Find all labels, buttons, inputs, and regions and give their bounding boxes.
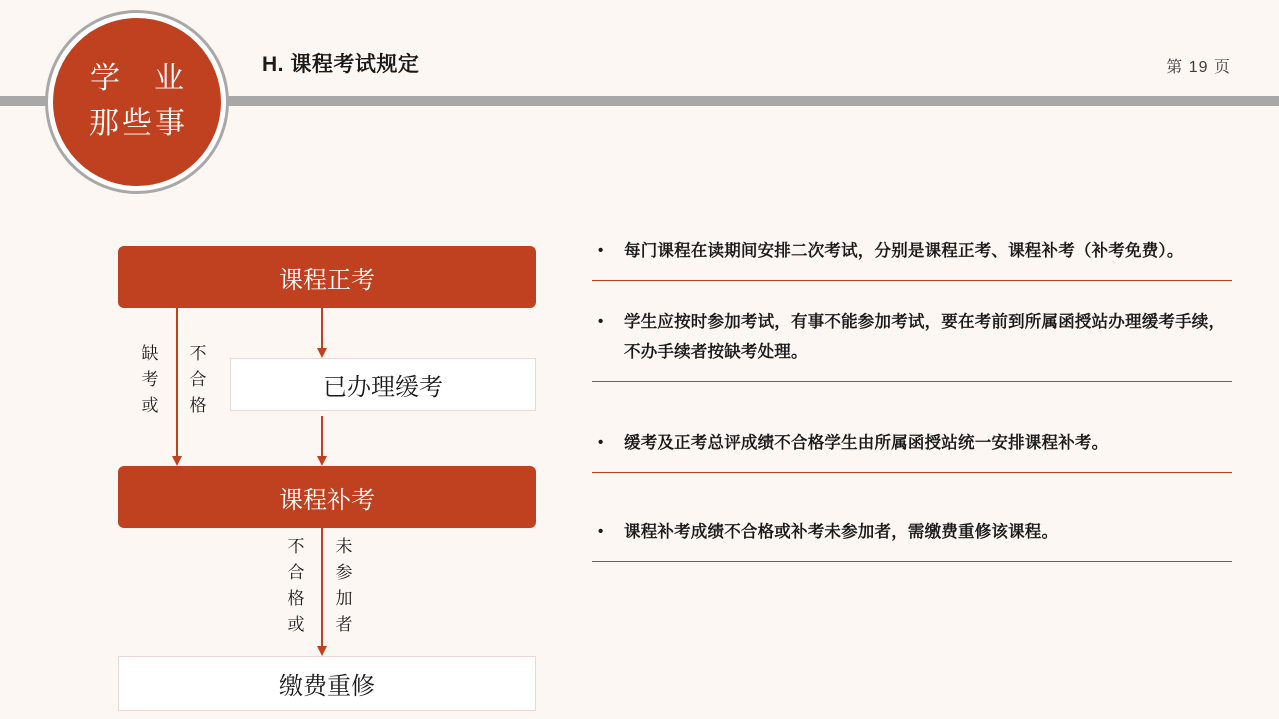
page-title: H. 课程考试规定 bbox=[262, 53, 420, 76]
flow-node-deferred-exam bbox=[230, 358, 536, 411]
flow-arrow-to-deferred bbox=[321, 308, 323, 349]
flow-node-regular-exam bbox=[118, 246, 536, 308]
logo-line-2: 那些事 bbox=[89, 107, 188, 140]
flow-node-label: 课程正考 bbox=[279, 266, 375, 294]
flow-label-failed: 不合格 bbox=[189, 344, 207, 415]
flow-label-not-attended: 未参加者 bbox=[335, 537, 353, 634]
flow-label-failed-or: 不合格或 bbox=[287, 537, 305, 634]
spacer bbox=[592, 473, 1232, 517]
logo-line-1: 学业 bbox=[90, 62, 218, 95]
exam-rules-list bbox=[592, 236, 1232, 562]
flow-node-label: 缴费重修 bbox=[279, 673, 375, 700]
list-item: • 课程补考成绩不合格或补考未参加者，需缴费重修该课程。 bbox=[592, 517, 1232, 547]
page-number: 第 19 页 bbox=[1166, 59, 1231, 76]
exam-flow-diagram bbox=[118, 246, 558, 711]
flow-arrow-deferred-to-makeup bbox=[321, 416, 323, 457]
flow-arrow-left bbox=[176, 308, 178, 457]
list-item: • 每门课程在读期间安排二次考试，分别是课程正考、课程补考（补考免费）。 bbox=[592, 236, 1232, 266]
spacer bbox=[592, 281, 1232, 307]
list-item: • 缓考及正考总评成绩不合格学生由所属函授站统一安排课程补考。 bbox=[592, 428, 1232, 458]
flow-arrow-to-retake bbox=[321, 528, 323, 647]
flow-node-label: 已办理缓考 bbox=[323, 374, 443, 401]
logo-badge bbox=[48, 13, 226, 191]
flow-node-makeup-exam bbox=[118, 466, 536, 528]
flow-node-paid-retake bbox=[118, 656, 536, 711]
list-divider bbox=[592, 561, 1232, 562]
flow-label-absent: 缺考或 bbox=[141, 344, 159, 415]
flow-node-label: 课程补考 bbox=[279, 486, 375, 514]
list-item: • 学生应按时参加考试，有事不能参加考试，要在考前到所属函授站办理缓考手续，不办手续者按缺考处理。 bbox=[592, 307, 1232, 367]
spacer bbox=[592, 382, 1232, 428]
